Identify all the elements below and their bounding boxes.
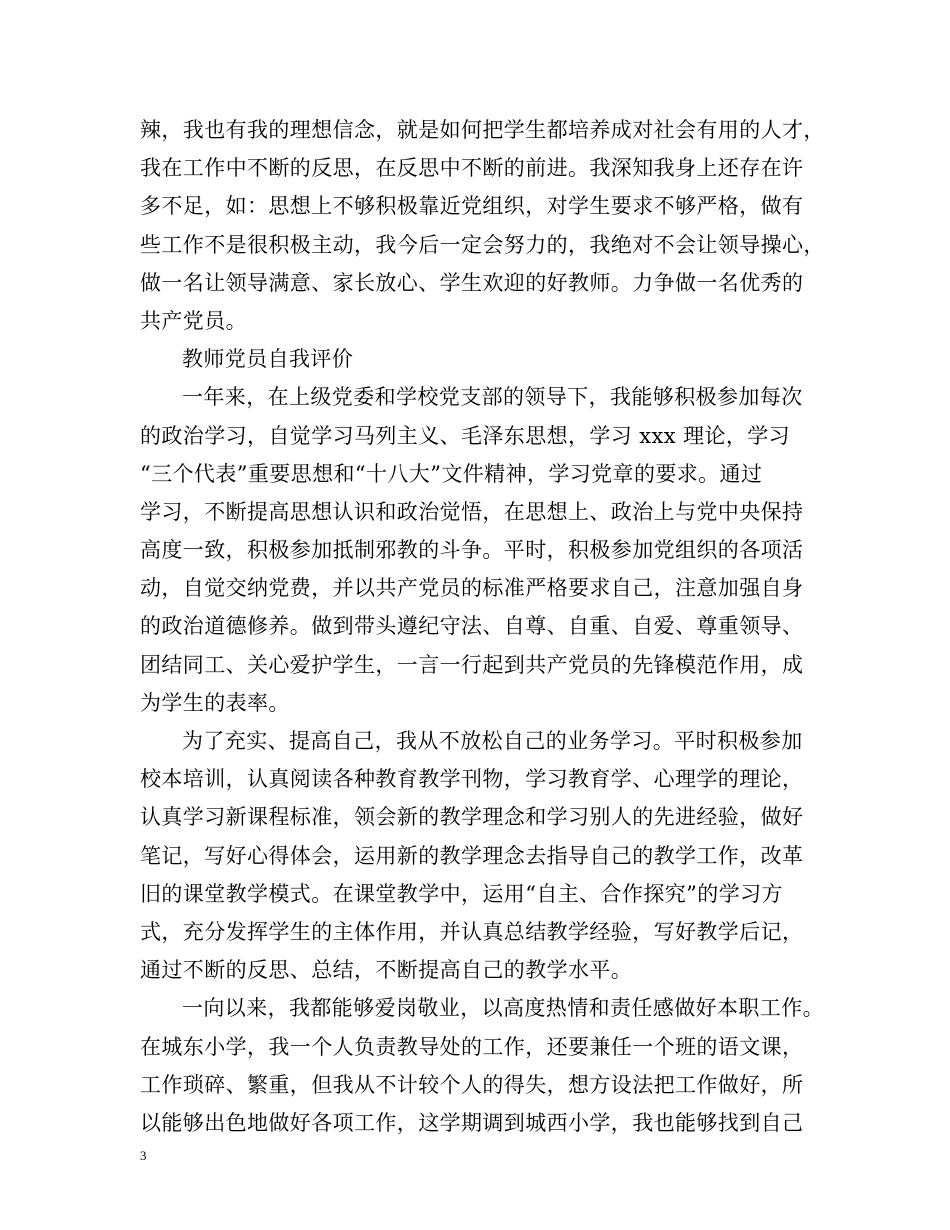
text-line: 以能够出色地做好各项工作，这学期调到城西小学，我也能够找到自己 bbox=[140, 1110, 804, 1135]
text-line: 的政治学习，自觉学习马列主义、毛泽东思想，学习 xxx 理论，学习 bbox=[140, 423, 791, 448]
text-line: 校本培训，认真阅读各种教育教学刊物，学习教育学、心理学的理论， bbox=[140, 767, 804, 792]
text-line: 一年来，在上级党委和学校党支部的领导下，我能够积极参加每次 bbox=[182, 385, 803, 410]
text-line: 认真学习新课程标准，领会新的教学理念和学习别人的先进经验，做好 bbox=[140, 805, 804, 830]
text-line: 在城东小学，我一个人负责教导处的工作，还要兼任一个班的语文课， bbox=[140, 1034, 804, 1059]
text-line: 通过不断的反思、总结，不断提高自己的教学水平。 bbox=[140, 958, 633, 983]
text-line: 做一名让领导满意、家长放心、学生欢迎的好教师。力争做一名优秀的 bbox=[140, 270, 804, 295]
text-line: 高度一致，积极参加抵制邪教的斗争。平时，积极参加党组织的各项活 bbox=[140, 538, 804, 563]
text-line: 笔记，写好心得体会，运用新的教学理念去指导自己的教学工作，改革 bbox=[140, 843, 804, 868]
text-line: 式，充分发挥学生的主体作用，并认真总结教学经验，写好教学后记， bbox=[140, 919, 804, 944]
text-line: 动，自觉交纳党费，并以共产党员的标准严格要求自己，注意加强自身 bbox=[140, 576, 804, 601]
page-number: 3 bbox=[140, 1148, 147, 1163]
text-line: 一向以来，我都能够爱岗敬业，以高度热情和责任感做好本职工作。 bbox=[182, 996, 824, 1021]
text-line: 为学生的表率。 bbox=[140, 690, 290, 715]
text-line: 为了充实、提高自己，我从不放松自己的业务学习。平时积极参加 bbox=[182, 729, 803, 753]
text-line: 旧的课堂教学模式。在课堂教学中，运用“自主、合作探究”的学习方 bbox=[140, 881, 783, 906]
text-line: 我在工作中不断的反思，在反思中不断的前进。我深知我身上还存在许 bbox=[140, 156, 804, 181]
text-line: 学习，不断提高思想认识和政治觉悟，在思想上、政治上与党中央保持 bbox=[140, 499, 804, 524]
text-line: 辣，我也有我的理想信念，就是如何把学生都培养成对社会有用的人才， bbox=[140, 118, 825, 142]
text-line: 的政治道德修养。做到带头遵纪守法、自尊、自重、自爱、尊重领导、 bbox=[140, 614, 804, 639]
text-line: 共产党员。 bbox=[140, 308, 247, 333]
text-line: 教师党员自我评价 bbox=[182, 347, 354, 372]
body-text bbox=[140, 111, 830, 1142]
text-line: “三个代表”重要思想和“十八大”文件精神，学习党章的要求。通过 bbox=[140, 461, 763, 486]
text-line: 团结同工、关心爱护学生，一言一行起到共产党员的先锋模范作用，成 bbox=[140, 652, 804, 677]
text-line: 工作琐碎、繁重，但我从不计较个人的得失，想方设法把工作做好，所 bbox=[140, 1072, 804, 1097]
text-line: 些工作不是很积极主动，我今后一定会努力的，我绝对不会让领导操心， bbox=[140, 232, 825, 257]
text-line: 多不足，如：思想上不够积极靠近党组织，对学生要求不够严格，做有 bbox=[140, 194, 804, 219]
